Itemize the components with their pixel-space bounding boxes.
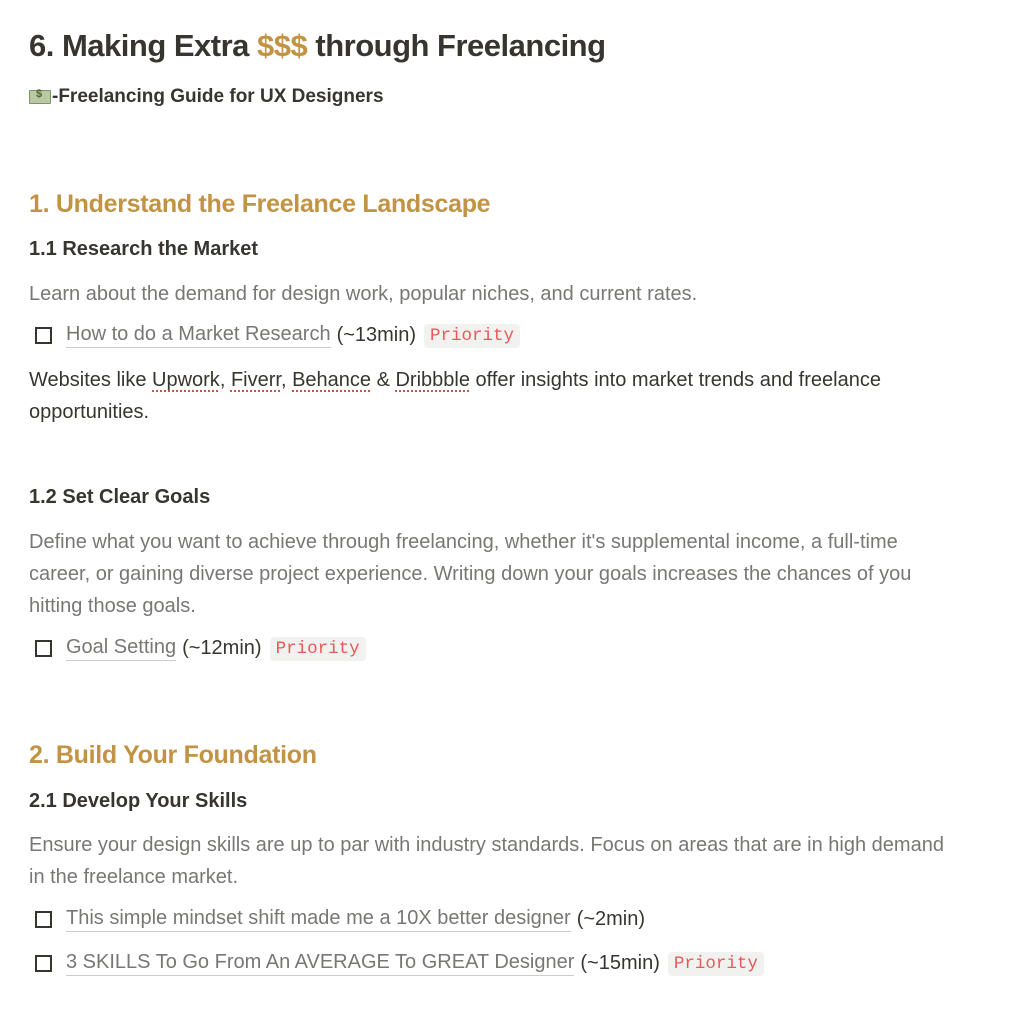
todo-item-three-skills [35, 951, 764, 976]
todo-link-goal-setting[interactable]: Goal Setting [66, 636, 176, 661]
link-behance[interactable]: Behance [292, 369, 372, 391]
section-1-1-description: Learn about the demand for design work, popular niches, and current rates. [29, 283, 698, 305]
note-sep-1: , [219, 369, 231, 391]
section-1-1-note [29, 364, 979, 428]
todo-link-mindset-shift[interactable]: This simple mindset shift made me a 10X better designer [66, 907, 571, 932]
todo-duration: (~12min) [182, 637, 262, 659]
todo-link-market-research[interactable]: How to do a Market Research [66, 323, 331, 348]
section-2-heading: 2. Build Your Foundation [29, 741, 317, 769]
section-1-1-heading: 1.1 Research the Market [29, 238, 259, 260]
page-title [29, 28, 606, 64]
todo-duration: (~15min) [580, 952, 660, 974]
section-2-1-description: Ensure your design skills are up to par with industry standards. Focus on areas that are in high demand in the freelance market. [29, 834, 944, 888]
money-icon [29, 90, 51, 104]
note-sep-2: , [280, 369, 293, 391]
title-accent: $$$ [257, 28, 308, 63]
priority-tag: Priority [424, 324, 520, 348]
link-fiverr[interactable]: Fiverr [230, 369, 281, 391]
section-1-2-description: Define what you want to achieve through freelancing, whether it's supplemental income, a full-time career, or gaining diverse project experience. Writing down your goals increases the chances of you hitting those goals. [29, 531, 912, 617]
todo-checkbox[interactable] [35, 640, 52, 657]
todo-item-goal-setting [35, 636, 366, 661]
link-dribbble[interactable]: Dribbble [395, 369, 470, 391]
todo-checkbox[interactable] [35, 955, 52, 972]
priority-tag: Priority [270, 637, 366, 661]
todo-checkbox[interactable] [35, 327, 52, 344]
subtitle-text: -Freelancing Guide for UX Designers [52, 86, 384, 107]
priority-tag: Priority [668, 952, 764, 976]
title-suffix: through Freelancing [307, 28, 606, 63]
todo-item-mindset-shift [35, 907, 645, 932]
page-subtitle [29, 86, 384, 108]
section-1-2-heading: 1.2 Set Clear Goals [29, 486, 211, 508]
todo-duration: (~13min) [336, 324, 417, 346]
note-sep-3: & [371, 369, 396, 391]
link-upwork[interactable]: Upwork [152, 369, 220, 391]
section-1-heading: 1. Understand the Freelance Landscape [29, 190, 491, 218]
note-suffix: offer insights into market trends and freelance opportunities. [29, 369, 881, 423]
todo-duration: (~2min) [576, 908, 646, 930]
todo-link-three-skills[interactable]: 3 SKILLS To Go From An AVERAGE To GREAT Designer [66, 951, 574, 976]
todo-item-market-research [35, 323, 520, 348]
title-prefix: 6. Making Extra [29, 28, 258, 63]
note-prefix: Websites like [29, 369, 153, 391]
section-2-1-heading: 2.1 Develop Your Skills [29, 790, 248, 812]
todo-checkbox[interactable] [35, 911, 52, 928]
